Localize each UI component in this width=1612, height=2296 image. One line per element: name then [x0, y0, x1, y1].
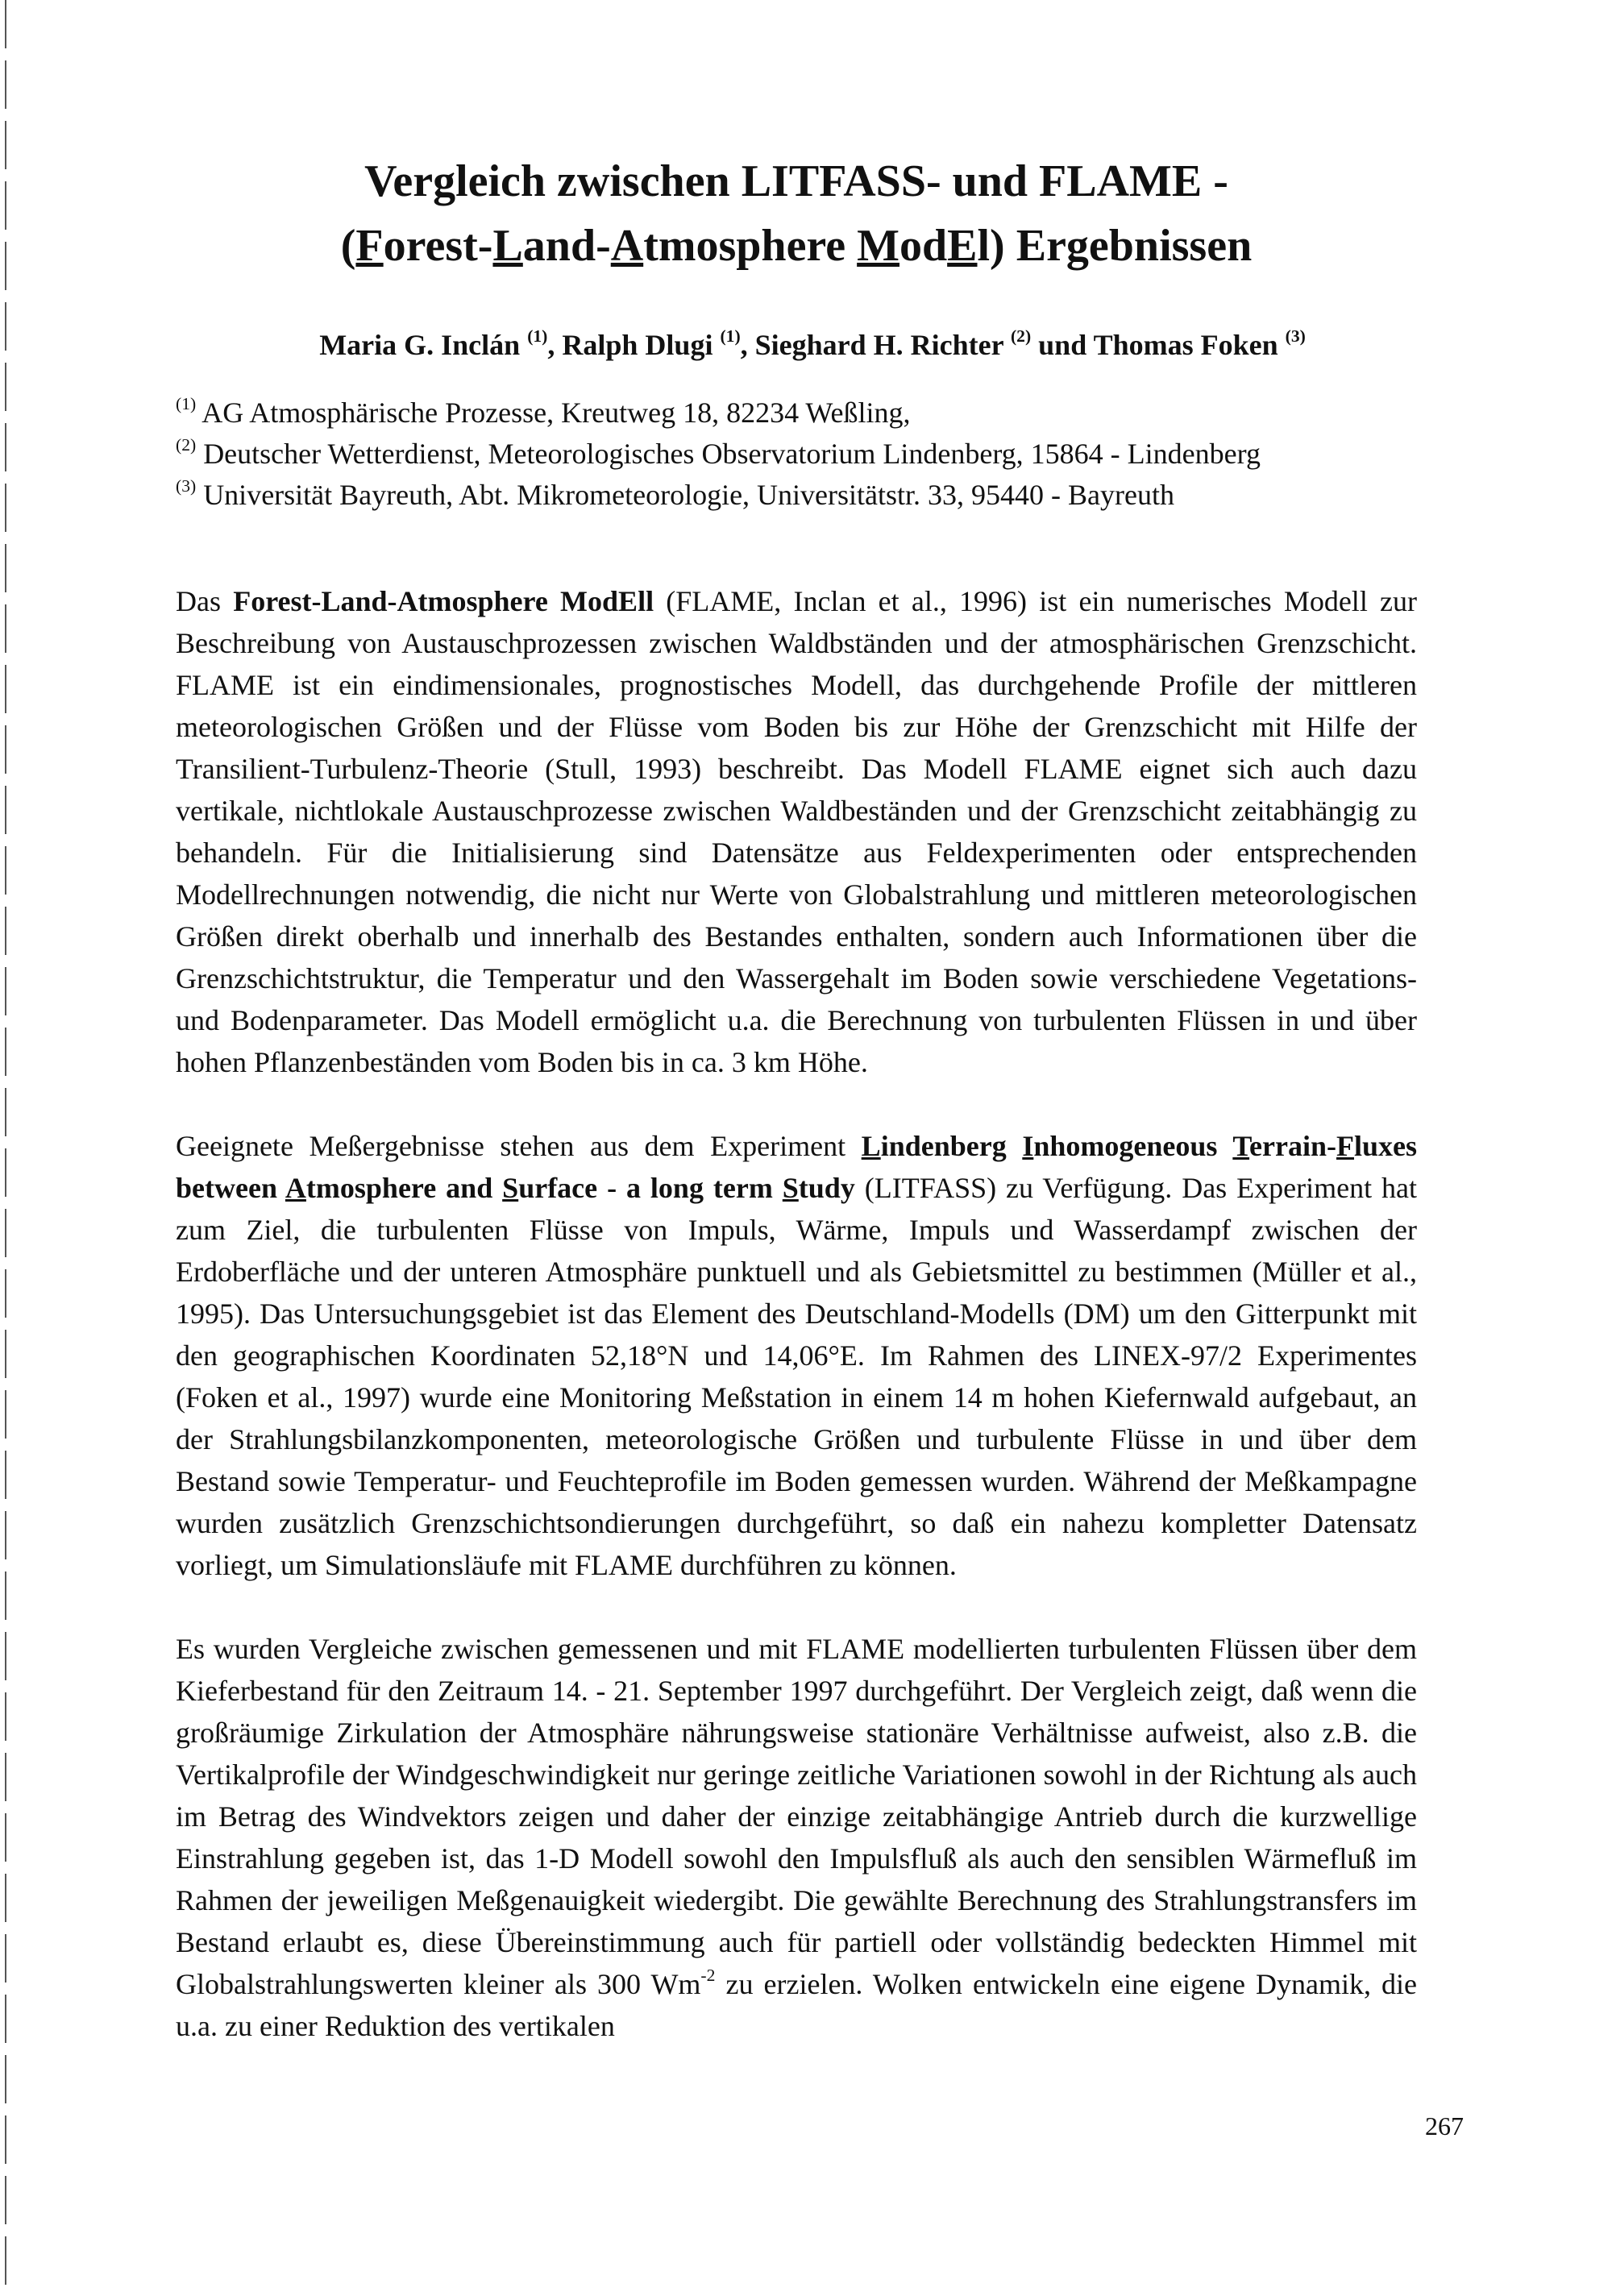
affiliation-3: $^{(3)}$ Universität Bayreuth, Abt. Mikrometeorologie, Universitätstr. 33, 95440 - Bayreuth — [176, 475, 1174, 511]
paragraph-flame-model: Das Forest-Land-Atmosphere ModEll (FLAME, Inclan et al., 1996) ist ein numerisches Modell zur Beschreibung von Austauschprozessen zwischen Waldbständen und der atmosphärischen Grenzschicht. FLAME ist ein eindimensionales, prognostisches Modell, das durchgehende Profile der mittleren meteorologischen Größen und der Flüsse vom Boden bis zur Höhe der Grenzschicht mit Hilfe der Transilient-Turbulenz-Theorie (Stull, 1993) beschreibt. Das Modell FLAME eignet sich auch dazu vertikale, nichtlokale Austauschprozesse zwischen Waldbeständen und der Grenzschicht zeitabhängig zu behandeln. Für die Initialisierung sind Datensätze aus Feldexperimenten oder entsprechenden Modellrechnungen notwendig, die nicht nur Werte von Globalstrahlung und mittleren meteorologischen Größen direkt oberhalb und innerhalb des Bestandes enthalten, sondern auch Informationen über die Grenzschichtstruktur, die Temperatur und den Wassergehalt im Boden sowie verschiedene Vegetations- und Bodenparameter. Das Modell ermöglicht u.a. die Berechnung von turbulenten Flüssen in und über hohen Pflanzenbeständen vom Boden bis in ca. 3 km Höhe. — [176, 585, 1417, 1078]
affiliation-1: $^{(1)}$ AG Atmosphärische Prozesse, Kreutweg 18, 82234 Weßling, — [176, 393, 911, 429]
flame-model-name: Forest-Land-Atmosphere ModEll — [233, 585, 654, 617]
title-line-1: Vergleich zwischen LITFASS- und FLAME - — [364, 156, 1228, 206]
title-line-2: (Forest-Land-Atmosphere ModEl) Ergebnissen — [340, 221, 1253, 271]
author-2: , Ralph Dlugi — [547, 329, 713, 361]
affiliation-list — [176, 392, 1417, 516]
author-1-affil-mark: (1) — [527, 326, 548, 346]
scan-edge-line — [5, 0, 6, 2296]
author-4-affil-mark: (3) — [1285, 326, 1306, 346]
paragraph-comparison-results: Es wurden Vergleiche zwischen gemessenen und mit FLAME modellierten turbulenten Flüssen über dem Kieferbestand für den Zeitraum 14. - 21. September 1997 durchgeführt. Der Vergleich zeigt, daß wenn die großräumige Zirkulation der Atmosphäre nährungsweise stationäre Verhältnisse aufweist, also z.B. die Vertikalprofile der Windgeschwindigkeit nur geringe zeitliche Variationen sowohl in der Richtung als auch im Betrag des Windvektors zeigen und daher der einzige zeitabhängige Antrieb durch die kurzwellige Einstrahlung gegeben ist, das 1-D Modell sowohl den Impulsfluß als auch den sensiblen Wärmefluß im Rahmen der jeweiligen Meßgenauigkeit wiedergibt. Die gewählte Berechnung des Strahlungstransfers im Bestand erlaubt es, diese Übereinstimmung auch für partiell oder vollständig bedeckten Himmel mit Globalstrahlungswerten kleiner als 300 $Wm^{-2}$ zu erzielen. Wolken entwickeln eine eigene Dynamik, die u.a. zu einer Reduktion des vertikalen — [176, 1633, 1417, 2042]
author-4: und Thomas Foken — [1031, 329, 1278, 361]
author-1: Maria G. Inclán — [319, 329, 521, 361]
author-2-affil-mark: (1) — [720, 326, 741, 346]
paragraph-litfass-experiment: Geeignete Meßergebnisse stehen aus dem Experiment Lindenberg Inhomogeneous Terrain-Fluxes between Atmosphere and Surface - a long term Study (LITFASS) zu Verfügung. Das Experiment hat zum Ziel, die turbulenten Flüsse von Impuls, Wärme, Impuls und Wasserdampf zwischen der Erdoberfläche und der unteren Atmosphäre punktuell und als Gebietsmittel zu bestimmen (Müller et al., 1995). Das Untersuchungsgebiet ist das Element des Deutschland-Modells (DM) um den Gitterpunkt mit den geographischen Koordinaten 52,18°N und 14,06°E. Im Rahmen des LINEX-97/2 Experimentes (Foken et al., 1997) wurde eine Monitoring Meßstation in einem 14 m hohen Kiefernwald aufgebaut, an der Strahlungsbilanzkomponenten, meteorologische Größen und turbulente Flüsse in und über dem Bestand sowie Temperatur- und Feuchteprofile im Boden gemessen wurden. Während der Meßkampagne wurden zusätzlich Grenzschichtsondierungen durchgeführt, so daß ein nahezu kompletter Datensatz vorliegt, um Simulationsläufe mit FLAME durchführen zu können. — [176, 1130, 1418, 1581]
author-3: , Sieghard H. Richter — [740, 329, 1003, 361]
page-content — [176, 149, 1417, 2047]
affiliation-2: $^{(2)}$ Deutscher Wetterdienst, Meteorologisches Observatorium Lindenberg, 15864 - Lindenberg — [176, 434, 1261, 470]
page-number: 267 — [1425, 2111, 1464, 2140]
paper-title — [176, 149, 1417, 278]
author-3-affil-mark: (2) — [1010, 326, 1032, 346]
author-list — [176, 325, 1417, 365]
